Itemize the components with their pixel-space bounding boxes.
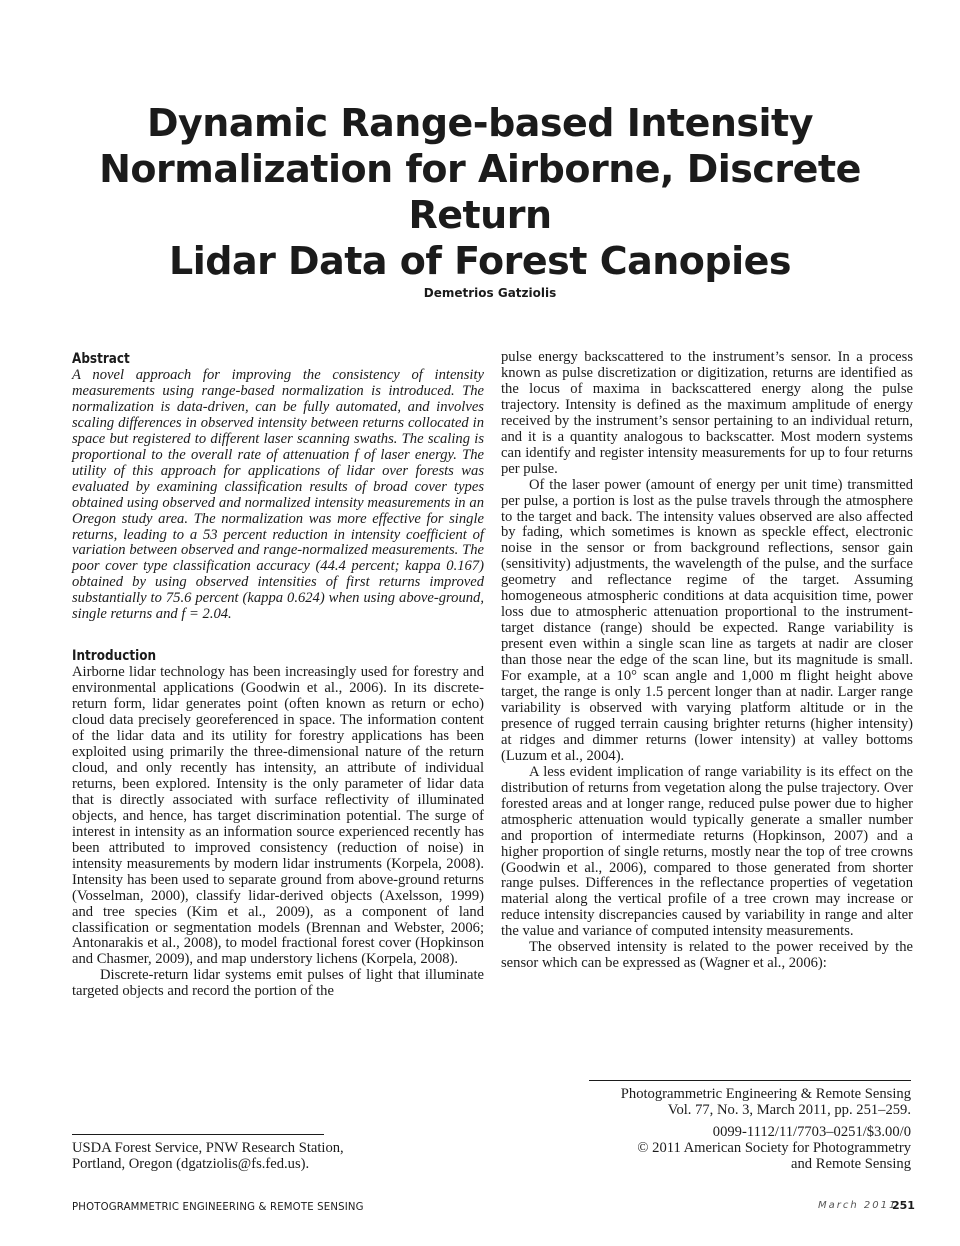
abstract-heading: Abstract (72, 351, 130, 367)
page-number: 251 (892, 1199, 915, 1212)
citation-copyright-line2: and Remote Sensing (791, 1156, 911, 1172)
citation-volume: Vol. 77, No. 3, March 2011, pp. 251–259. (667, 1102, 911, 1118)
section-gap (72, 623, 484, 647)
citation-journal: Photogrammetric Engineering & Remote Sensing (620, 1086, 911, 1102)
introduction-heading: Introduction (72, 648, 157, 665)
intro-paragraph: Airborne lidar technology has been increasingly used for forestry and environmental applications (Goodwin et al., 2006). In its discrete-return form, lidar generates point (often known as return or echo) cloud data precisely georeferenced in space. The information content of the lidar data and its utility for forestry applications has been exploited using primarily the three-dimensional nature of the return cloud, and only recently has intensity, an attribute of individual returns, been explored. Intensity is the only parameter of lidar data that is directly associated with surface reflectivity of illuminated objects, and hence, has target discrimination potential. The surge of interest in intensity as an information source experienced recently has been attributed to improved consistency (reduction of noise) in intensity measurements by modern lidar instruments (Korpela, 2008). Intensity has been used to separate ground from above-ground returns (Vosselman, 2000), classify lidar-derived objects (Axelsson, 1999) and tree species (Kim et al., 2009), as a component of land classification or segmentation models (Brennan and Webster, 2006; Antonarakis et al., 2008), to model fractional forest cover (Hopkinson and Chasmer, 2009), and map understory lichens (Korpela, 2008). (72, 664, 484, 968)
title-line: Lidar Data of Forest Canopies (169, 239, 791, 283)
citation-issn: 0099-1112/11/7703–0251/$3.00/0 (712, 1124, 911, 1140)
footer-date: March 2011 (818, 1200, 898, 1211)
left-column (72, 350, 484, 1000)
footnote-rule (72, 1134, 324, 1135)
affiliation-line: Portland, Oregon (dgatziolis@fs.fed.us). (72, 1156, 310, 1172)
right-column (501, 350, 913, 972)
citation-copyright: © 2011 American Society for Photogrammetry (637, 1140, 911, 1156)
title-line: Normalization for Airborne, Discrete Return (99, 147, 861, 237)
paper-title (60, 100, 900, 284)
abstract-text: A novel approach for improving the consistency of intensity measurements using range-based normalization is introduced. The normalization is data-driven, can be fully automated, and involves scaling differences in observed intensity between returns collocated in space but registered to different laser scanning swaths. The scaling is proportional to the overall rate of attenuation f of laser energy. The utility of this approach for applications of lidar over forests was evaluated by examining classification results of broad cover types obtained using observed and normalized intensity measurements in an Oregon study area. The normalization was more effective for single returns, leading to a 53 percent reduction in intensity coefficient of variation between observed and range-normalized measurements. The poor cover type classification accuracy (44.4 percent; kappa 0.167) obtained by using observed intensities of first returns improved substantially to 75.6 percent (kappa 0.624) when using above-ground, single returns and f = 2.04. (72, 367, 484, 623)
author-name: Demetrios Gatziolis (423, 286, 557, 300)
title-line: Dynamic Range-based Intensity (146, 101, 813, 145)
body-paragraph: The observed intensity is related to the power received by the sensor which can be expressed as (Wagner et al., 2006): (501, 939, 913, 972)
footer-journal-name: PHOTOGRAMMETRIC ENGINEERING & REMOTE SENSING (72, 1200, 364, 1213)
body-paragraph: pulse energy backscattered to the instrument’s sensor. In a process known as pulse discretization or digitization, returns are identified as the locus of maxima in backscattered energy along the pulse trajectory. Intensity is defined as the maximum amplitude of energy received by the instrument’s sensor pertaining to an individual return, and it is a quantity analogous to backscatter. Most modern systems can identify and register intensity measurements for up to four returns per pulse. (501, 349, 913, 477)
intro-paragraph: Discrete-return lidar systems emit pulses of light that illuminate targeted objects and record the portion of the (72, 967, 484, 1000)
author-affiliation (72, 1140, 452, 1172)
citation-rule (589, 1080, 911, 1081)
copyright-block (560, 1124, 911, 1172)
journal-citation (560, 1086, 911, 1118)
affiliation-line: USDA Forest Service, PNW Research Station, (72, 1140, 344, 1156)
body-paragraph: Of the laser power (amount of energy per unit time) transmitted per pulse, a portion is lost as the pulse travels through the atmosphere to the target and back. The intensity values observed are also affected by fading, which sometimes is known as speckle effect, electronic noise in the sensor or from background reflections, sensor gain (sensitivity) adjustments, the wavelength of the pulse, and the surface geometry and reflectance regime of the target. Assuming homogeneous atmospheric conditions at data acquisition time, power loss due to atmospheric attenuation proportional to the instrument-target distance (range) should be expected. Range variability is present even within a single scan line as targets at nadir are closer than those near the edge of the scan line, but its magnitude is small. For example, at a 10° scan angle and 1,000 m flight height above target, the range is only 1.5 percent longer than at nadir. Larger range variability is observed with varying platform altitude or in the presence of rugged terrain causing brighter returns (higher intensity) at ridges and dimmer returns (lower intensity) at valley bottoms (Luzum et al., 2004). (501, 476, 913, 764)
body-paragraph: A less evident implication of range variability is its effect on the distribution of returns from vegetation along the pulse trajectory. Over forested areas and at longer range, reduced pulse power due to higher atmospheric attenuation would typically generate a smaller number and proportion of intermediate returns (Hopkinson, 2007) and a higher proportion of single returns, mostly near the top of tree crowns (Goodwin et al., 2006), compared to those generated from shorter range pulses. Differences in the reflectance properties of vegetation material along the vertical profile of a tree crown may increase or reduce intensity discrepancies caused by variability in range and alter the value and variance of computed intensity measurements. (501, 763, 913, 940)
